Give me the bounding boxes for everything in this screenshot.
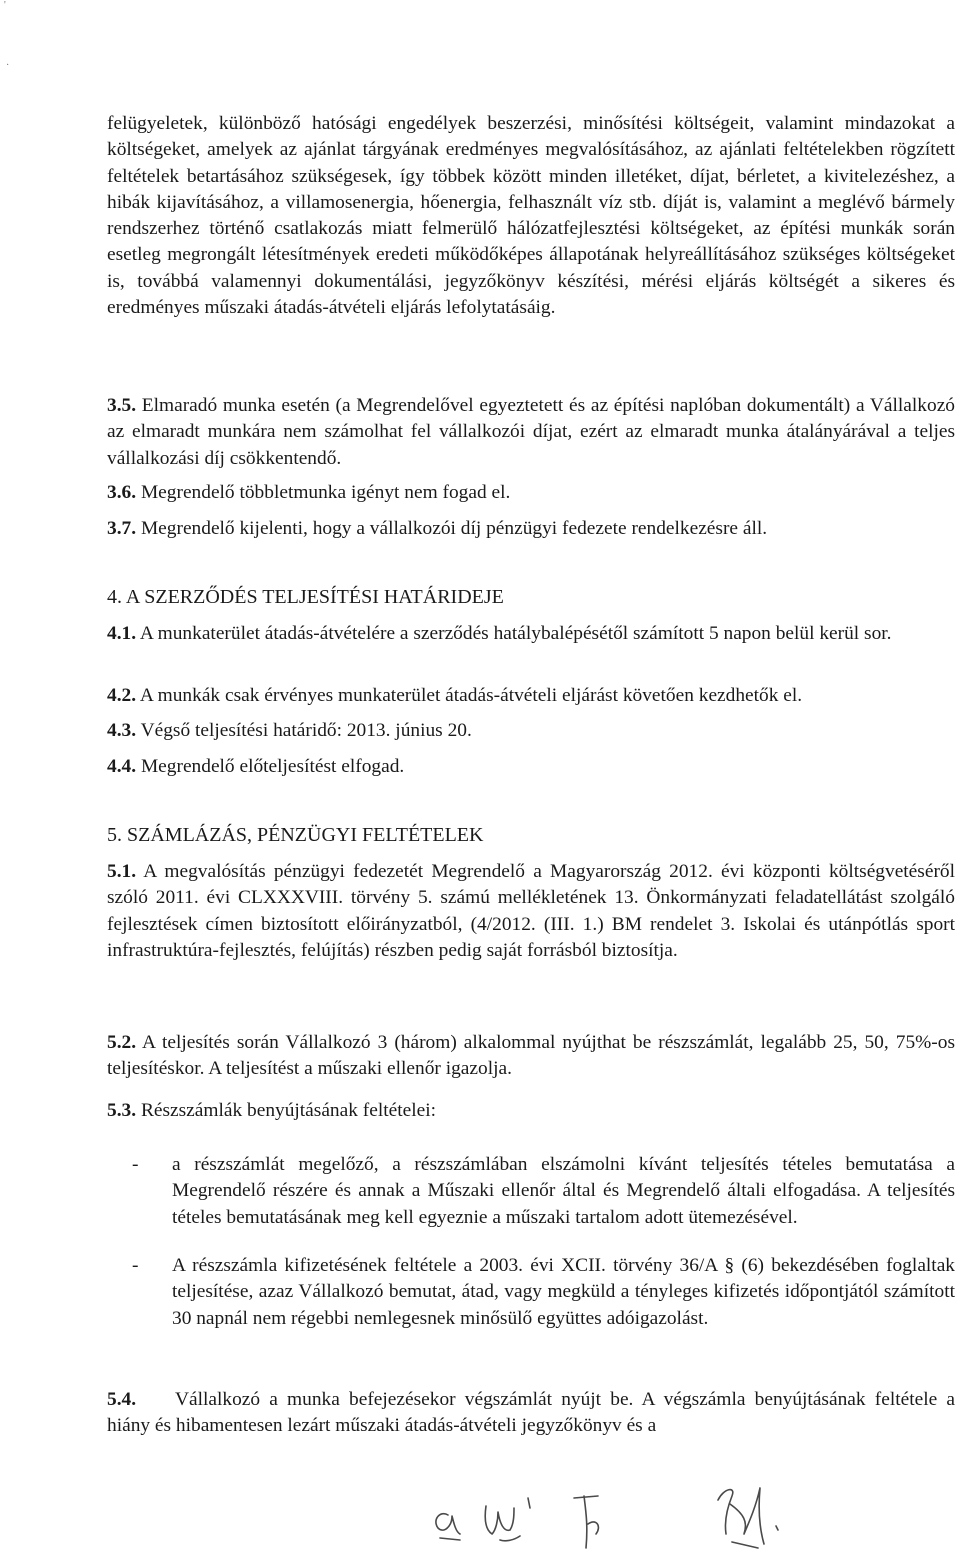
initial-stroke [574, 1496, 598, 1548]
bullet-item: a részszámlát megelőző, a részszámlában elszámolni kívánt teljesítés tételes bemutatása a Megrendelő részére és annak a Műszaki ellenőr által és Megrendelő általi elfogadása. A teljesítés tételes bemutatásának meg kell egyeznie a műszaki tartalom adott ütemezésével. [172, 1154, 955, 1228]
scan-mark: · [6, 60, 10, 71]
section-number: 3.5. [107, 395, 137, 416]
section-number: 4.3. [107, 720, 137, 741]
section-number: 5.2. [107, 1032, 137, 1053]
section-text: Megrendelő kijelenti, hogy a vállalkozói díj pénzügyi fedezete rendelkezésre áll. [136, 518, 768, 539]
section-number: 5.4. [107, 1389, 137, 1410]
initial-stroke [776, 1526, 778, 1530]
initial-stroke [718, 1488, 764, 1548]
section-5-4: Vállalkozó a munka befejezésekor végszámlát nyújt be. A végszámla benyújtásának feltétele a hiány és hibamentesen lezárt műszaki átadás-átvételi jegyzőkönyv és a [107, 1389, 955, 1437]
initial-stroke [436, 1514, 460, 1540]
scan-mark: ' [4, 0, 6, 11]
section-number: 4.1. [107, 623, 137, 644]
section-text: A munkák csak érvényes munkaterület átadás-átvételi eljárást követően kezdhetők el. [136, 685, 803, 706]
section-number: 5.1. [107, 861, 137, 882]
section-number: 4.2. [107, 685, 137, 706]
section-text: Végső teljesítési határidő: 2013. június 20. [136, 720, 472, 741]
section-number: 4.4. [107, 756, 137, 777]
section-text: Elmaradó munka esetén (a Megrendelővel egyeztetett és az építési naplóban dokumentált) a Vállalkozó az elmaradt munkára nem számolhat fel vállalkozói díjat, ezért az elmaradt munka átalányárával a teljes vállalkozási díj csökkentendő. [107, 395, 955, 469]
bullet-dash: - [132, 1154, 139, 1175]
heading-section-5: 5. SZÁMLÁZÁS, PÉNZÜGYI FELTÉTELEK [107, 824, 484, 846]
section-text: Részszámlák benyújtásának feltételei: [136, 1100, 436, 1121]
section-text: Megrendelő többletmunka igényt nem fogad el. [136, 482, 511, 503]
initial-stroke [485, 1506, 520, 1541]
paragraph-intro: felügyeletek, különböző hatósági engedélyek beszerzési, minősítési költségeit, valamint mindazokat a költségeket, amelyek az ajánlat tárgyának eredményes megvalósításához, az ajánlati feltételekben rögzített feltételek betartásához szükségesek, így többek között minden illetéket, díjat, bérletet, a kivitelezéshez, a hibák kijavításához, a villamosenergia, hőenergia, felhasznált víz stb. díját is, valamint a meglévő bármely rendszerhez történő csatlakozás miatt felmerülő hálózatfejlesztési költségeket, az építési munkák során esetleg megrongált létesítmények eredeti működőképes állapotának helyreállításához szükséges költségeket is, továbbá valamennyi dokumentálási, jegyzőkönyv készítési, mérési eljárás költségét a sikeres és eredményes műszaki átadás-átvételi eljárás lefolytatásáig. [107, 113, 955, 319]
section-number: 3.7. [107, 518, 137, 539]
section-number: 5.3. [107, 1100, 137, 1121]
initial-stroke [528, 1498, 530, 1508]
heading-section-4: 4. A SZERZŐDÉS TELJESÍTÉSI HATÁRIDEJE [107, 586, 504, 608]
bullet-item: A részszámla kifizetésének feltétele a 2003. évi XCII. törvény 36/A § (6) bekezdésében foglaltak teljesítése, azaz Vállalkozó bemutat, átad, vagy megküld a tényleges kifizetés időpontjától számított 30 napnál nem régebbi nemlegesnek minősülő együttes adóigazolást. [172, 1255, 955, 1329]
section-text: A megvalósítás pénzügyi fedezetét Megrendelő a Magyarország 2012. évi központi költségvetéséről szóló 2011. évi CLXXXVIII. törvény 5. számú mellékletének 13. Önkormányzati feladatellátást szolgáló fejlesztések címen biztosított előirányzatból, (4/2012. (III. 1.) BM rendelet 3. Iskolai és utánpótlás sport infrastruktúra-fejlesztés, felújítás) részben pedig saját forrásból biztosítja. [107, 861, 955, 961]
section-text: Megrendelő előteljesítést elfogad. [136, 756, 405, 777]
section-number: 3.6. [107, 482, 137, 503]
section-text: A munkaterület átadás-átvételére a szerződés hatálybalépésétől számított 5 napon belül kerül sor. [136, 623, 892, 644]
section-text: A teljesítés során Vállalkozó 3 (három) alkalommal nyújthat be részszámlát, legalább 25, 50, 75%-os teljesítéskor. A teljesítést a műszaki ellenőr igazolja. [107, 1032, 955, 1080]
bullet-dash: - [132, 1255, 139, 1276]
